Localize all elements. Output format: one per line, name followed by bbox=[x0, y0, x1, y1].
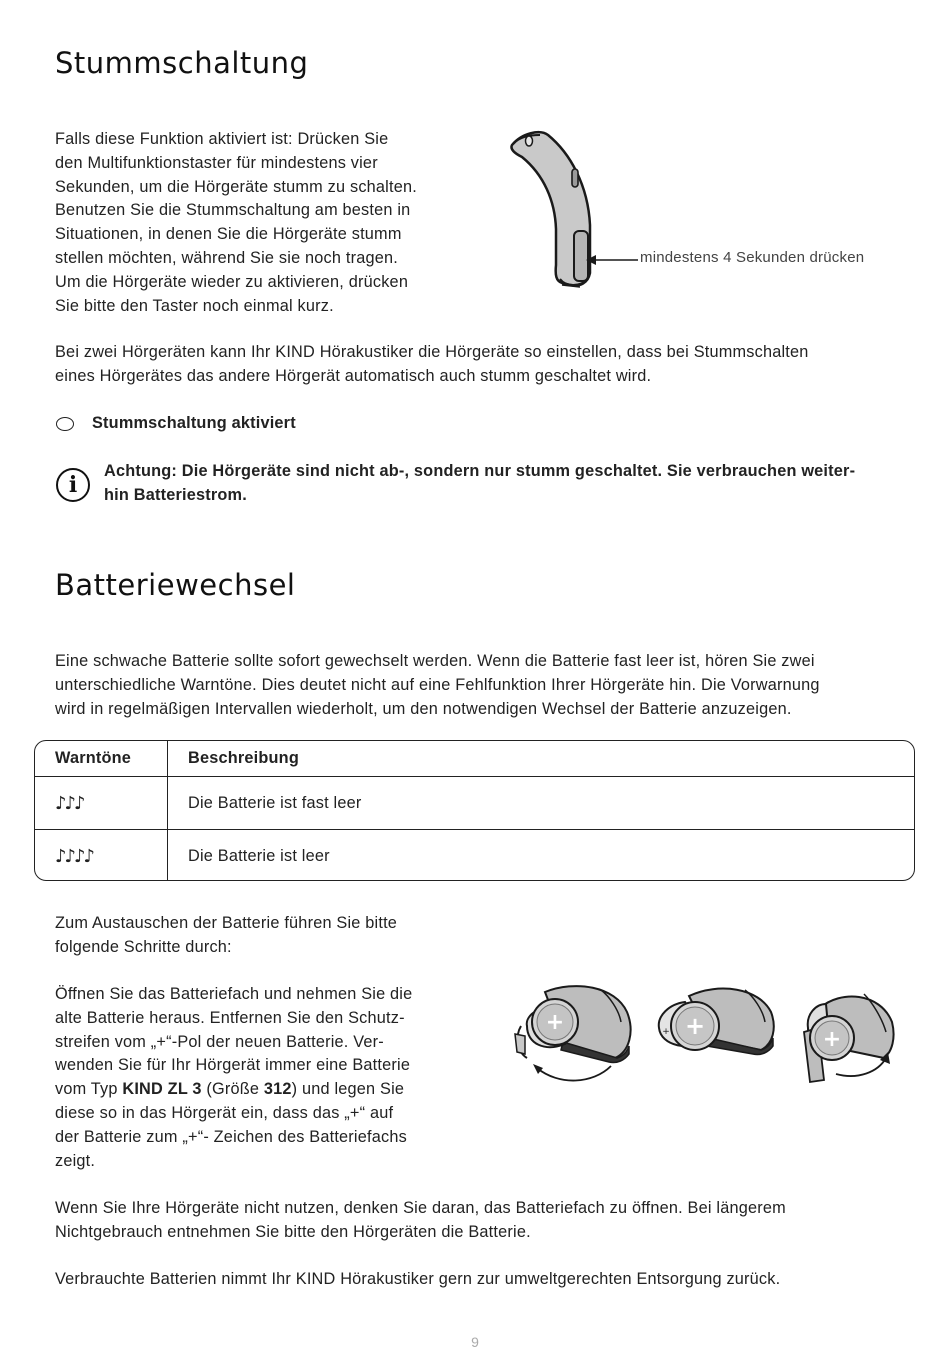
text-span: (Größe bbox=[201, 1080, 264, 1099]
music-notes-icon: ♪♪♪♪ bbox=[55, 845, 93, 867]
battery-type: KIND ZL 3 bbox=[122, 1080, 202, 1099]
text-line: eines Hörgerätes das andere Hörgerät automatisch auch stumm geschaltet wird. bbox=[55, 366, 652, 385]
table-cell: Die Batterie ist fast leer bbox=[168, 777, 915, 830]
text-line: Situationen, in denen Sie die Hörgeräte stumm bbox=[55, 225, 402, 244]
mute-intro-paragraph bbox=[55, 128, 475, 318]
text-line: den Multifunktionstaster für mindestens vier bbox=[55, 153, 378, 172]
plus-sign: + bbox=[684, 1012, 706, 1040]
text-line: Bei zwei Hörgeräten kann Ihr KIND Hörakustiker die Hörgeräte so einstellen, dass bei Stummschalten bbox=[55, 343, 809, 361]
text-span: vom Typ bbox=[55, 1080, 123, 1099]
text-line: Nichtgebrauch entnehmen Sie bitte den Hörgeräten die Batterie. bbox=[55, 1222, 531, 1241]
unused-devices-paragraph bbox=[55, 1197, 915, 1245]
plus-sign: + bbox=[545, 1010, 565, 1035]
text-line: Achtung: Die Hörgeräte sind nicht ab-, sondern nur stumm geschaltet. Sie verbrauchen weiter- bbox=[104, 462, 856, 480]
text-span: ) und legen Sie bbox=[291, 1080, 405, 1099]
section-title-battery: Batteriewechsel bbox=[55, 568, 296, 602]
battery-step-3-illustration bbox=[800, 988, 900, 1088]
warning-note bbox=[104, 460, 914, 508]
text-line: Um die Hörgeräte wieder zu aktivieren, drücken bbox=[55, 272, 409, 291]
disposal-paragraph bbox=[55, 1268, 915, 1292]
battery-step-1-illustration bbox=[505, 982, 635, 1092]
text-line: Falls diese Funktion aktiviert ist: Drücken Sie bbox=[55, 130, 389, 148]
info-icon bbox=[56, 468, 90, 502]
text-line: stellen möchten, während Sie sie noch tragen. bbox=[55, 248, 398, 267]
warning-tones-table bbox=[34, 740, 915, 881]
music-notes-icon: ♪♪♪ bbox=[55, 792, 84, 814]
text-line: wenden Sie für Ihr Hörgerät immer eine Batterie bbox=[55, 1056, 411, 1075]
text-line: Wenn Sie Ihre Hörgeräte nicht nutzen, denken Sie daran, das Batteriefach zu öffnen. Bei längerem bbox=[55, 1199, 786, 1217]
battery-step-2-illustration bbox=[655, 982, 780, 1072]
steps-intro bbox=[55, 912, 475, 960]
info-icon-glyph: i bbox=[68, 472, 78, 498]
table-row bbox=[35, 777, 914, 830]
two-devices-paragraph bbox=[55, 341, 915, 389]
text-line: Sekunden, um die Hörgeräte stumm zu schalten. bbox=[55, 177, 417, 196]
text-line: alte Batterie heraus. Entfernen Sie den Schutz- bbox=[55, 1008, 405, 1027]
text-line: Öffnen Sie das Batteriefach und nehmen Sie die bbox=[55, 985, 413, 1003]
hearing-aid-button-illustration bbox=[500, 125, 645, 295]
led-indicator-icon bbox=[56, 417, 74, 431]
steps-paragraph bbox=[55, 983, 475, 1173]
text-line: streifen vom „+“-Pol der neuen Batterie. Ver- bbox=[55, 1032, 384, 1051]
table-row bbox=[35, 830, 914, 882]
arrow-icon bbox=[586, 252, 638, 268]
battery-size: 312 bbox=[263, 1080, 292, 1099]
table-header: Beschreibung bbox=[188, 749, 299, 767]
image-caption: mindestens 4 Sekunden drücken bbox=[640, 249, 865, 266]
plus-sign: + bbox=[822, 1027, 842, 1052]
battery-intro-paragraph bbox=[55, 650, 915, 721]
text-line: Benutzen Sie die Stummschaltung am besten in bbox=[55, 201, 411, 220]
text-line bbox=[55, 1078, 475, 1102]
plus-sign: + bbox=[662, 1027, 670, 1037]
text-line: wird in regelmäßigen Intervallen wiederholt, um den notwendigen Wechsel der Batterie anzuzeigen. bbox=[55, 699, 792, 718]
text-line: der Batterie zum „+“- Zeichen des Batteriefachs bbox=[55, 1127, 407, 1146]
text-line: Eine schwache Batterie sollte sofort gewechselt werden. Wenn die Batterie fast leer ist, hören Sie zwei bbox=[55, 652, 815, 670]
text-line: unterschiedliche Warntöne. Dies deutet nicht auf eine Fehlfunktion Ihrer Hörgeräte hin. Die Vorwarnung bbox=[55, 675, 820, 694]
text-line: Verbrauchte Batterien nimmt Ihr KIND Hörakustiker gern zur umweltgerechten Entsorgung zurück. bbox=[55, 1270, 781, 1288]
indicator-label: Stummschaltung aktiviert bbox=[92, 414, 296, 432]
text-line: zeigt. bbox=[55, 1151, 96, 1170]
page-number: 9 bbox=[471, 1334, 479, 1350]
table-header: Warntöne bbox=[35, 741, 168, 777]
text-line: Sie bitte den Taster noch einmal kurz. bbox=[55, 296, 334, 315]
text-line: hin Batteriestrom. bbox=[104, 485, 247, 504]
section-title-mute: Stummschaltung bbox=[55, 46, 309, 80]
text-line: Zum Austauschen der Batterie führen Sie bitte bbox=[55, 914, 398, 932]
text-line: diese so in das Hörgerät ein, dass das „+“ auf bbox=[55, 1103, 394, 1122]
text-line: folgende Schritte durch: bbox=[55, 937, 232, 956]
table-cell: Die Batterie ist leer bbox=[168, 830, 915, 882]
